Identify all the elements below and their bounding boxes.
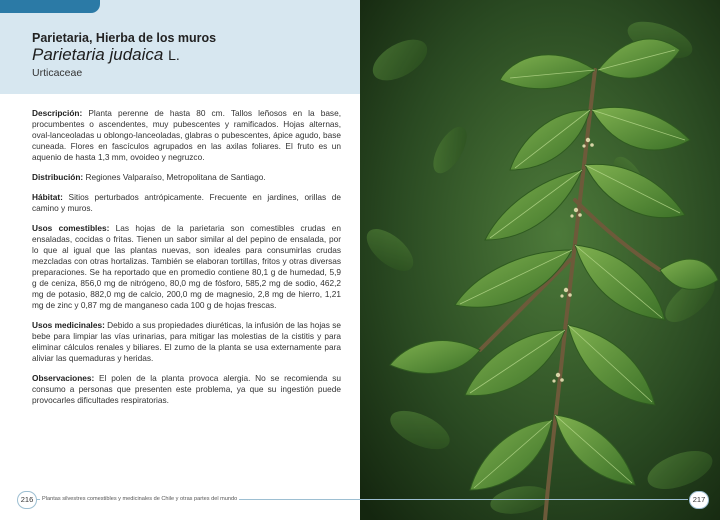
section-label: Usos comestibles: — [32, 223, 110, 233]
section-tab — [0, 0, 100, 13]
section-text: Regiones Valparaíso, Metropolitana de Santiago. — [83, 172, 266, 182]
section-text: Debido a sus propiedades diuréticas, la infusión de las hojas se bebe para limpiar las vías urinarias, para mitigar las molestias de la cistitis y para eliminar cálculos renales y biliares. El zumo de la planta se usa externamente para aliviar las quemaduras y heridas. — [32, 320, 342, 363]
common-name: Parietaria, Hierba de los muros — [32, 31, 217, 45]
section-distribucion — [32, 172, 341, 183]
running-footer-title: Plantas silvestres comestibles y medicinales de Chile y otras partes del mundo — [42, 496, 238, 502]
right-page-number: 217 — [689, 491, 709, 509]
section-usos-comestibles — [32, 223, 341, 311]
section-label: Observaciones: — [32, 373, 95, 383]
section-label: Usos medicinales: — [32, 320, 105, 330]
section-label: Descripción: — [32, 108, 83, 118]
header-band — [0, 0, 360, 94]
left-page-number: 216 — [17, 491, 37, 509]
section-text: Las hojas de la parietaria son comestibles crudas en ensaladas, cocidas o fritas. Tienen un sabor similar al del pepino de ensalada, por lo que al igual que las plantas nuevas, son ideales para consumirlas crudas mezcladas con otras hortalizas. También se elaboran tortillas, fritos y otras diversas preparaciones. Se ha reportado que en promedio contiene 80,1 g de humedad, 5,9 g de ceniza, 856,0 mg de nitrógeno, 80,0 mg de fósforo, 585,2 mg de sodio, 462,2 mg de potasio, 882,0 mg de calcio, 200,0 mg de magnesio, 2,8 mg de hierro, 1,21 mg de zinc y 0,87 mg de manganeso cada 100 g de hojas frescas. — [32, 223, 341, 310]
section-label: Distribución: — [32, 172, 84, 182]
section-text: Planta perenne de hasta 80 cm. Tallos leñosos en la base, procumbentes o ascendentes, muy pubescentes y ramificados. Hojas alternas, oval-lanceoladas u oblongo-lanceoladas, glabras o pubescentes, ápice agudo, base cuneada. Flores en fascículos agrupados en las axilas foliares. El fruto es un aquenio de hasta 1,3 mm, ovoideo y negruzco. — [32, 108, 341, 162]
section-observaciones — [32, 373, 341, 406]
section-habitat — [32, 192, 341, 214]
author-abbreviation: L. — [168, 47, 180, 63]
species-description — [32, 108, 341, 415]
section-label: Hábitat: — [32, 192, 63, 202]
section-descripcion — [32, 108, 341, 163]
section-usos-medicinales — [32, 320, 341, 364]
section-text: Sitios perturbados antrópicamente. Frecuente en jardines, orillas de camino y muros. — [32, 192, 341, 213]
plant-photo — [360, 0, 720, 520]
plant-illustration — [360, 0, 720, 520]
scientific-name-line — [32, 45, 180, 65]
plant-family: Urticaceae — [32, 67, 83, 79]
scientific-name: Parietaria judaica — [32, 45, 164, 64]
section-text: El polen de la planta provoca alergia. No se recomienda su consumo a personas que presenten este problema, ya que su ingestión puede provocarles dificultades respiratorias. — [32, 373, 341, 405]
